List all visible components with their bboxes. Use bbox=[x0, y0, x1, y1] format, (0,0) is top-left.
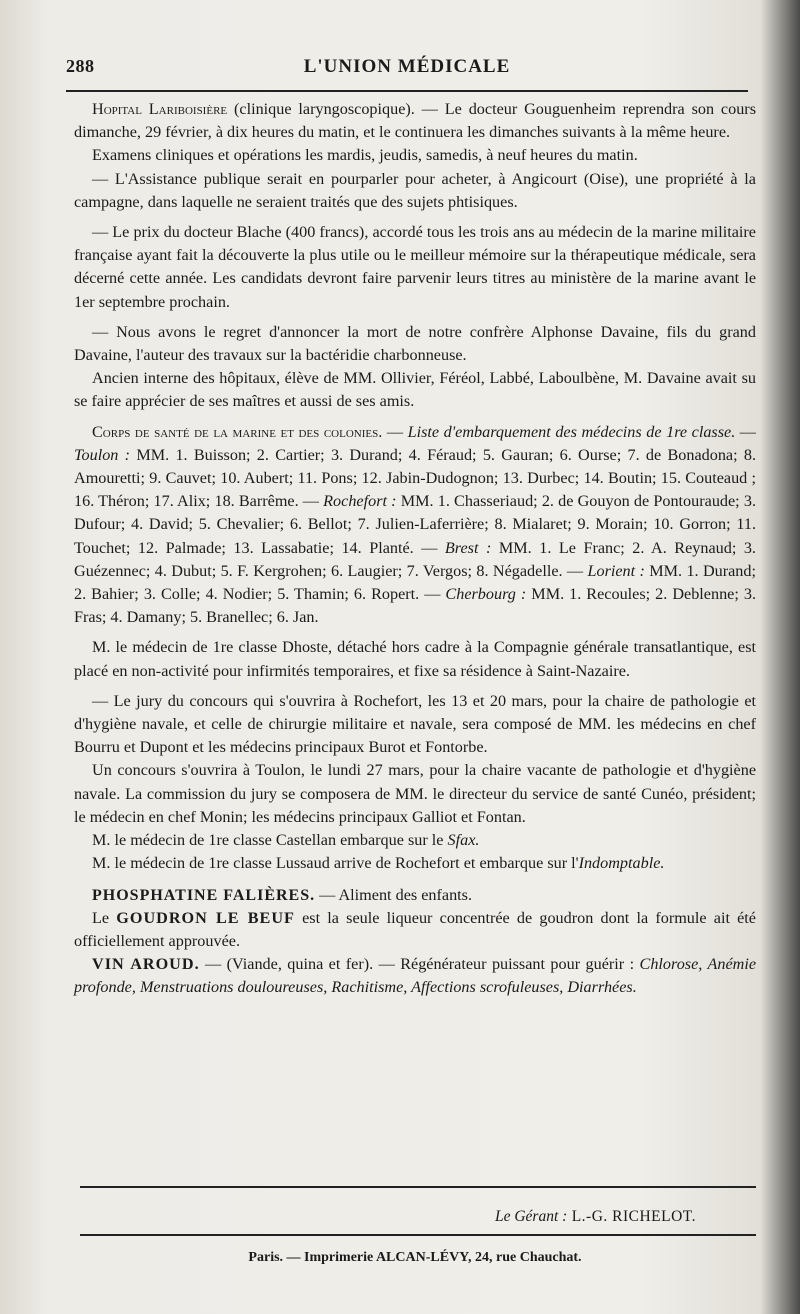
news-item-dhoste: M. le médecin de 1re classe Dhoste, détaché hors cadre à la Compagnie générale transatlantique, est placé en non-activité pour infirmités temporaires, et fixe sa résidence à Saint-Nazaire. bbox=[74, 638, 756, 680]
news-item-davaine: — Nous avons le regret d'annoncer la mort de notre confrère Alphonse Davaine, fils du grand Davaine, l'auteur des travaux sur la bactéridie charbonneuse. bbox=[74, 322, 756, 365]
list-rochefort: MM. 1. Chasseriaud; 2. de Gouyon de Pontouraude; 3. Dufour; 4. David; 5. Chevalier; 6. Bellot; 7. Julien-Laferrière; 8. Mialaret; 9. Morain; 10. Gorron; 11. Touchet; 12. Palmade; 13. Lassabatie; 14. Planté. — bbox=[74, 492, 756, 557]
running-title: L'UNION MÉDICALE bbox=[303, 56, 511, 77]
port-lorient: Lorient : bbox=[587, 561, 645, 580]
gerant-name: L.-G. RICHELOT. bbox=[567, 1208, 696, 1225]
news-item-jury-rochefort: — Le jury du concours qui s'ouvrira à Rochefort, les 13 et 20 mars, pour la chaire de pathologie et d'hygiène navale, et celle de chirurgie militaire et navale, sera composé de MM. les médecins en chef Bourru et Dupont et les médecins principaux Burot et Fontorbe. bbox=[74, 691, 756, 757]
dash: — bbox=[382, 422, 408, 441]
list-lorient: MM. 1. Durand; 2. Bahier; 3. Colle; 4. Nodier; 5. Thamin; 6. Ropert. — bbox=[74, 561, 756, 604]
news-item-lariboisiere bbox=[74, 98, 756, 144]
ad-phosphatine bbox=[74, 884, 756, 907]
dash: — bbox=[735, 422, 756, 441]
ad-heading: VIN AROUD. bbox=[92, 955, 200, 974]
ad-text: Le bbox=[92, 908, 117, 927]
printer-imprint: Paris. — Imprimerie ALCAN-LÉVY, 24, rue Chauchat. bbox=[248, 1250, 582, 1265]
list-toulon: MM. 1. Buisson; 2. Cartier; 3. Durand; 4. Féraud; 5. Gauran; 6. Ourse; 7. de Bonadona; 8. Amouretti; 9. Cauvet; 10. Aubert; 11. Pons; 12. Jabin-Dudognon; 13. Durbec; 14. Boutin; 15. Couteaud ; 16. Théron; 17. Alix; 18. Barrême. — bbox=[74, 445, 757, 511]
divider bbox=[80, 1186, 756, 1188]
port-toulon: Toulon : bbox=[74, 445, 131, 464]
list-brest: MM. 1. Le Franc; 2. A. Reynaud; 3. Guézennec; 4. Dubut; 5. F. Kergrohen; 6. Laugier; 7. Vergos; 8. Négadelle. — bbox=[74, 538, 756, 580]
news-item-assistance: — L'Assistance publique serait en pourparler pour acheter, à Angicourt (Oise), une propriété à la campagne, dans laquelle ne seraient traités que des sujets phtisiques. bbox=[74, 169, 756, 211]
ship-name: Indomptable. bbox=[578, 854, 665, 873]
gerant-signature bbox=[495, 1208, 696, 1226]
list-title: Liste d'embarquement des médecins de 1re classe. bbox=[407, 422, 736, 441]
ad-text: — (Viande, quina et fer). — Régénérateur puissant pour guérir : bbox=[199, 955, 640, 974]
news-item-prix-blache: — Le prix du docteur Blache (400 francs), accordé tous les trois ans au médecin de la marine militaire française ayant fait la découverte la plus utile ou le meilleur mémoire sur la thérapeutique médicale, sera décerné cette année. Les candidats devront faire parvenir leurs titres au ministère de la marine avant le 1er septembre prochain. bbox=[74, 223, 756, 311]
page-header bbox=[66, 50, 748, 92]
ship-name: Sfax. bbox=[447, 831, 480, 850]
section-lead: Corps de santé de la marine et des colonies. bbox=[92, 422, 383, 441]
page-footer bbox=[74, 1186, 756, 1276]
ad-vin-aroud bbox=[74, 953, 756, 999]
news-item-lussaud bbox=[74, 852, 756, 875]
news-item-concours-toulon: Un concours s'ouvrira à Toulon, le lundi 27 mars, pour la chaire vacante de pathologie et d'hygiène navale. La commission du jury se composera de MM. le directeur du service de santé Cunéo, président; le médecin en chef Monin; les médecins principaux Galliot et Fontan. bbox=[74, 761, 756, 826]
ad-heading: PHOSPHATINE FALIÈRES. bbox=[92, 886, 316, 904]
news-item-davaine-bio: Ancien interne des hôpitaux, élève de MM. Ollivier, Féréol, Labbé, Laboulbène, M. Davaine avait su se faire apprécier de ses maîtres et aussi de ses amis. bbox=[74, 369, 756, 411]
page-number: 288 bbox=[66, 56, 95, 76]
news-item-examens: Examens cliniques et opérations les mardis, jeudis, samedis, à neuf heures du matin. bbox=[92, 146, 638, 165]
news-text: M. le médecin de 1re classe Lussaud arrive de Rochefort et embarque sur l' bbox=[92, 854, 579, 873]
ad-text: — Aliment des enfants. bbox=[315, 885, 473, 904]
news-text: (clinique laryngoscopique). — Le docteur Gouguenheim reprendra son cours dimanche, 29 février, à dix heures du matin, et le continuera les dimanches suivants à la même heure. bbox=[74, 100, 756, 142]
port-cherbourg: Cherbourg : bbox=[445, 585, 527, 604]
port-rochefort: Rochefort : bbox=[323, 492, 397, 511]
divider bbox=[80, 1234, 756, 1236]
hospital-name: Hopital Lariboisière bbox=[92, 100, 228, 118]
news-item-corps-sante bbox=[74, 421, 756, 630]
article-body bbox=[74, 98, 756, 1000]
ad-goudron bbox=[74, 907, 756, 953]
news-text: M. le médecin de 1re classe Castellan embarque sur le bbox=[92, 831, 448, 850]
list-cherbourg: MM. 1. Recoules; 2. Deblenne; 3. Fras; 4. Damany; 5. Branellec; 6. Jan. bbox=[74, 585, 756, 627]
port-brest: Brest : bbox=[444, 538, 492, 557]
ad-indications: Chlorose, Anémie profonde, Menstruations douloureuses, Rachitisme, Affections scrofuleuses, Diarrhées. bbox=[74, 955, 757, 997]
ad-text: est la seule liqueur concentrée de goudron dont la formule ait été officiellement approuvée. bbox=[74, 908, 756, 950]
gerant-label: Le Gérant : bbox=[494, 1208, 568, 1225]
news-item-castellan bbox=[74, 829, 756, 852]
ad-heading: GOUDRON LE BEUF bbox=[116, 908, 295, 927]
